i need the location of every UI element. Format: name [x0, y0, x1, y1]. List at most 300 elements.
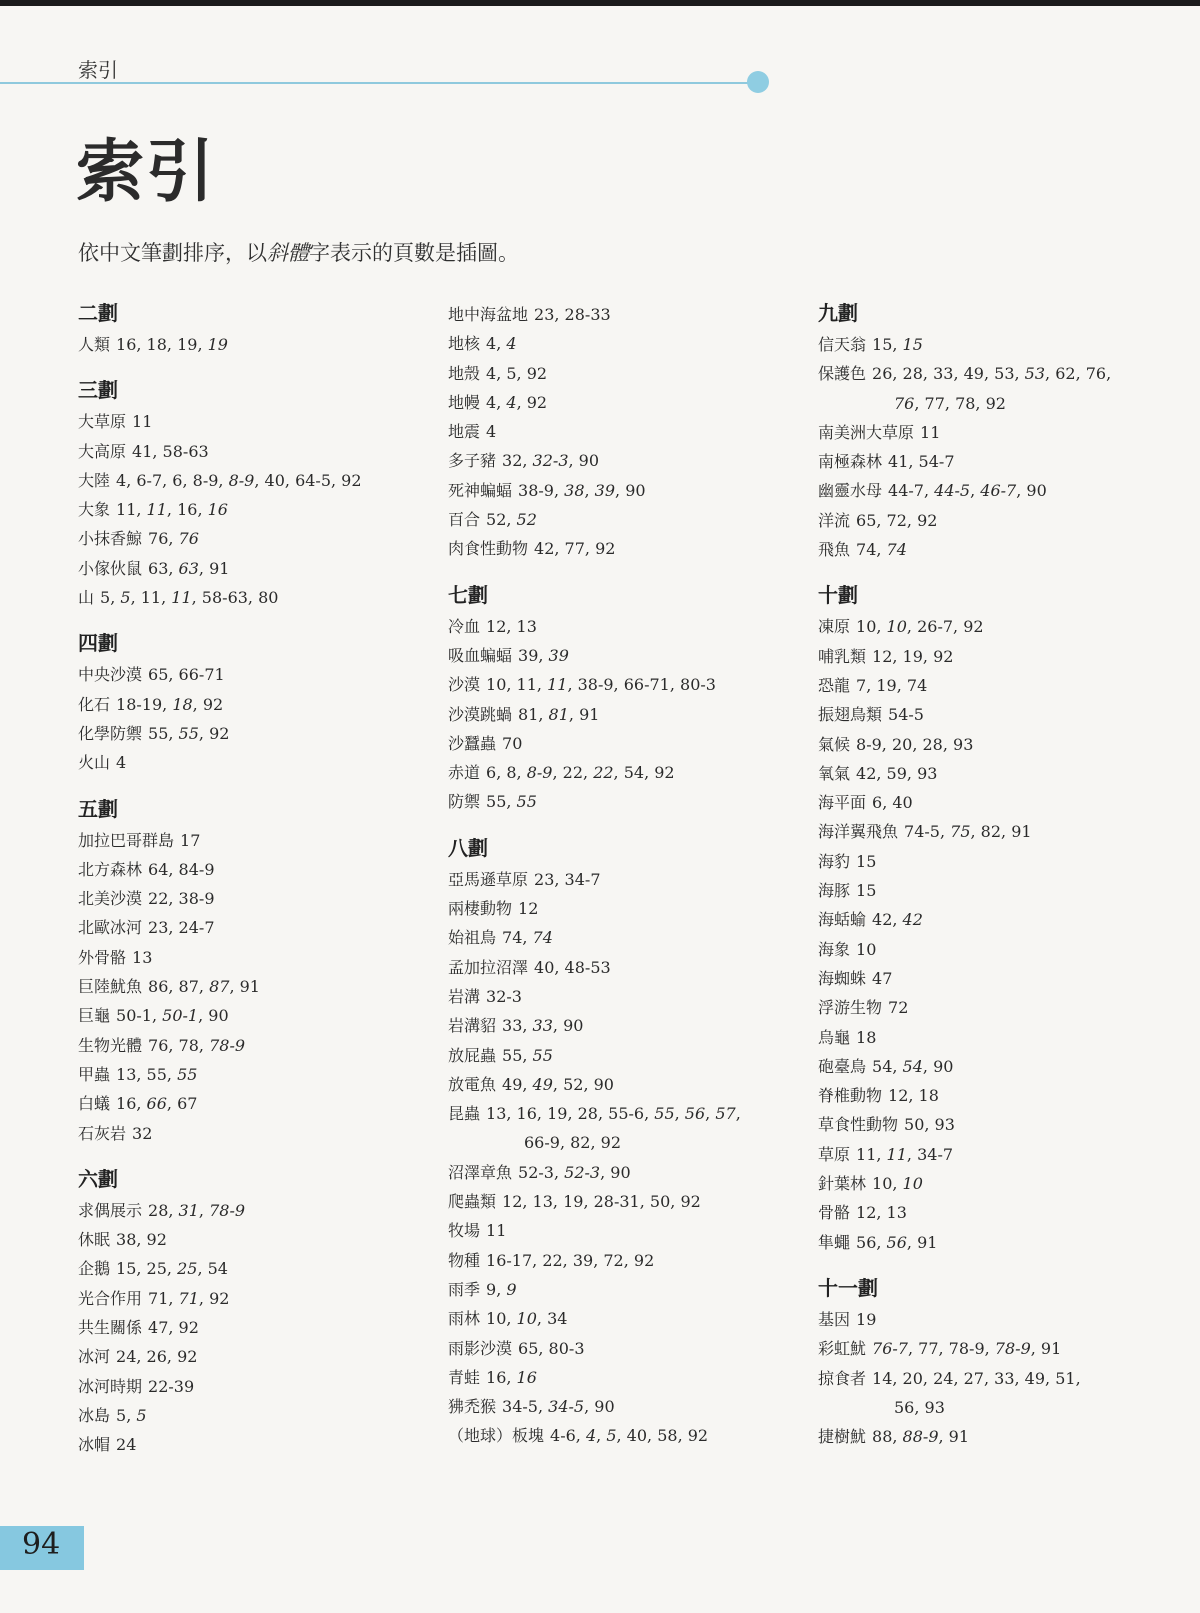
index-pages: 63, 63, 91: [148, 558, 230, 578]
index-term: 兩棲動物: [448, 899, 513, 919]
index-term: 光合作用: [78, 1288, 143, 1308]
index-section: [78, 377, 418, 612]
index-term: 冰河: [78, 1347, 111, 1367]
section-heading: 十一劃: [818, 1275, 878, 1300]
index-entry: [818, 964, 1188, 993]
index-term: 中央沙漠: [78, 665, 143, 685]
index-pages: 54, 54, 90: [872, 1056, 954, 1076]
index-term: 狒禿猴: [448, 1397, 497, 1417]
index-pages: 47, 92: [148, 1318, 199, 1338]
index-pages: 86, 87, 87, 91: [148, 977, 260, 997]
running-header: 索引: [78, 58, 118, 82]
index-pages: 54-5: [888, 705, 924, 725]
index-pages: 65, 66-71: [148, 665, 225, 685]
index-pages: 12, 19, 92: [872, 646, 954, 666]
index-pages: 16, 66, 67: [116, 1094, 198, 1114]
index-pages-continued: 56, 93: [894, 1397, 945, 1417]
index-pages: 12, 18: [888, 1086, 939, 1106]
index-pages: 11: [486, 1221, 507, 1241]
index-term: 凍原: [818, 617, 851, 637]
index-pages: 10: [856, 939, 877, 959]
index-term: 百合: [448, 510, 481, 530]
index-term: 氧氣: [818, 763, 851, 783]
index-pages: 9, 9: [486, 1279, 517, 1299]
index-term: 加拉巴哥群島: [78, 830, 175, 850]
index-pages: 19: [856, 1309, 877, 1329]
index-pages: 12, 13: [856, 1203, 907, 1223]
page-number: 94: [22, 1527, 61, 1562]
index-term: 烏龜: [818, 1027, 851, 1047]
index-entry: [78, 437, 418, 466]
index-pages: 55, 55, 92: [148, 723, 230, 743]
index-term: 沙漠: [448, 675, 481, 695]
index-entry: [818, 700, 1188, 729]
section-heading: 九劃: [818, 301, 858, 325]
index-pages: 17: [180, 830, 201, 850]
index-entry: [448, 1363, 798, 1392]
index-pages: 5, 5: [116, 1405, 147, 1425]
index-pages: 42, 42: [872, 910, 923, 930]
index-term: 哺乳類: [818, 646, 867, 666]
index-entry: [448, 1304, 798, 1333]
index-entry: [78, 524, 418, 553]
index-term: 雨影沙漠: [448, 1338, 513, 1358]
index-entry: [818, 642, 1188, 671]
index-pages: 23, 28-33: [534, 305, 611, 324]
index-pages: 22-39: [148, 1376, 195, 1396]
index-entry: [818, 788, 1188, 817]
index-pages: 74-5, 75, 82, 91: [904, 822, 1032, 842]
index-entry: [818, 612, 1188, 641]
index-entry: [78, 972, 418, 1001]
index-entry: [78, 1119, 418, 1148]
index-term: 火山: [78, 753, 111, 773]
index-entry: [78, 1196, 418, 1225]
index-term: 石灰岩: [78, 1123, 127, 1143]
index-entry: [818, 359, 1188, 418]
index-term: 雨林: [448, 1309, 481, 1329]
index-term: 求偶展示: [78, 1200, 143, 1220]
header-dot: [747, 71, 769, 93]
index-pages: 11: [132, 412, 153, 432]
index-entry: [818, 1334, 1188, 1363]
index-entry: [78, 1430, 418, 1459]
index-pages: 26, 28, 33, 49, 53, 53, 62, 76,: [872, 364, 1112, 384]
index-term: 小抹香鯨: [78, 529, 143, 549]
section-heading: 十劃: [818, 583, 858, 608]
index-pages: 71, 71, 92: [148, 1288, 230, 1308]
index-entry: [448, 359, 798, 388]
index-entry: [448, 1246, 798, 1275]
index-entry: [448, 670, 798, 699]
index-term: 海平面: [818, 793, 867, 813]
index-entry: [78, 1060, 418, 1089]
index-term: 南極森林: [818, 452, 883, 472]
index-pages: 76, 76: [148, 529, 199, 549]
index-term: 針葉林: [818, 1174, 867, 1194]
index-entry: [818, 671, 1188, 700]
index-entry: [818, 476, 1188, 505]
index-pages: 15, 25, 25, 54: [116, 1259, 228, 1279]
index-entry: [448, 1041, 798, 1070]
index-pages: 42, 77, 92: [534, 539, 616, 559]
index-pages: 6, 8, 8-9, 22, 22, 54, 92: [486, 763, 675, 783]
index-term: 共生關係: [78, 1318, 143, 1338]
index-entry: [448, 758, 798, 787]
index-pages: 55, 55: [486, 792, 537, 812]
index-pages: 11: [920, 422, 941, 442]
index-entry: [448, 476, 798, 505]
index-entry: [448, 388, 798, 417]
index-term: 吸血蝙蝠: [448, 645, 513, 665]
index-pages: 7, 19, 74: [856, 675, 928, 695]
index-entry: [448, 1216, 798, 1245]
index-pages: 11, 11, 34-7: [856, 1144, 954, 1164]
index-pages: 39, 39: [518, 645, 569, 665]
index-entry: [78, 1225, 418, 1254]
index-term: 企鵝: [78, 1259, 111, 1279]
intro-prefix: 依中文筆劃排序，以: [78, 241, 267, 265]
index-entry: [818, 847, 1188, 876]
index-term: 飛魚: [818, 540, 851, 560]
index-term: 海豚: [818, 881, 851, 901]
index-term: 地中海盆地: [448, 305, 529, 324]
index-entry: [448, 1070, 798, 1099]
index-pages: 49, 49, 52, 90: [502, 1074, 614, 1094]
index-entry: [448, 700, 798, 729]
index-term: 南美洲大草原: [818, 422, 915, 442]
index-entry: [818, 876, 1188, 905]
index-term: 岩溝: [448, 986, 481, 1006]
index-pages: 16-17, 22, 39, 72, 92: [486, 1250, 655, 1270]
index-pages: 4, 6-7, 6, 8-9, 8-9, 40, 64-5, 92: [116, 470, 362, 490]
index-term: 甲蟲: [78, 1064, 111, 1084]
index-term: 冰島: [78, 1405, 111, 1425]
index-section: [818, 300, 1188, 564]
index-entry: [78, 554, 418, 583]
index-term: 信天翁: [818, 335, 867, 354]
index-entry: [818, 730, 1188, 759]
index-pages: 76, 78, 78-9: [148, 1035, 246, 1055]
index-pages: 15: [856, 851, 877, 871]
index-entry: [818, 817, 1188, 846]
index-entry: [78, 826, 418, 855]
index-term: 放電魚: [448, 1074, 497, 1094]
index-entry: [818, 1140, 1188, 1169]
index-pages: 5, 5, 11, 11, 58-63, 80: [100, 588, 279, 608]
index-pages: 13, 55, 55: [116, 1064, 198, 1084]
index-pages: 24: [116, 1435, 137, 1455]
index-term: 大高原: [78, 441, 127, 461]
index-term: 冰河時期: [78, 1376, 143, 1396]
index-term: 物種: [448, 1250, 481, 1270]
index-entry: [818, 1422, 1188, 1451]
index-pages: 23, 34-7: [534, 869, 601, 889]
index-pages: 44-7, 44-5, 46-7, 90: [888, 481, 1047, 501]
index-pages: 14, 20, 24, 27, 33, 49, 51,: [872, 1368, 1081, 1388]
index-term: 海洋翼飛魚: [818, 822, 899, 842]
index-term: 孟加拉沼澤: [448, 957, 529, 977]
index-term: 沙漠跳蝸: [448, 704, 513, 724]
index-term: （地球）板塊: [448, 1426, 545, 1446]
index-section: [818, 582, 1188, 1257]
index-entry: [448, 505, 798, 534]
index-term: 放屁蟲: [448, 1045, 497, 1065]
index-entry: [78, 748, 418, 777]
index-term: 防禦: [448, 792, 481, 812]
index-entry: [78, 719, 418, 748]
index-pages: 6, 40: [872, 793, 913, 813]
section-heading: 八劃: [448, 835, 488, 860]
index-term: 休眠: [78, 1230, 111, 1250]
index-term: 雨季: [448, 1279, 481, 1299]
index-term: 海象: [818, 939, 851, 959]
index-pages: 52-3, 52-3, 90: [518, 1162, 631, 1182]
index-pages: 38-9, 38, 39, 90: [518, 480, 646, 500]
index-term: 沼澤章魚: [448, 1162, 513, 1182]
index-term: 捷樹魷: [818, 1427, 867, 1447]
index-term: 化學防禦: [78, 723, 143, 743]
index-term: 始祖鳥: [448, 928, 497, 948]
index-term: 掠食者: [818, 1368, 867, 1388]
index-term: 振翅鳥類: [818, 705, 883, 725]
index-term: 地核: [448, 334, 481, 354]
index-pages: 72: [888, 998, 909, 1018]
index-pages: 33, 33, 90: [502, 1016, 584, 1036]
index-entry: [448, 1099, 798, 1158]
index-pages: 65, 80-3: [518, 1338, 585, 1358]
index-term: 海蛞蝓: [818, 910, 867, 930]
index-entry: [818, 1110, 1188, 1139]
index-entry: [448, 953, 798, 982]
index-term: 大象: [78, 500, 111, 520]
index-entry: [818, 1228, 1188, 1257]
index-entry: [78, 690, 418, 719]
index-pages: 76-7, 77, 78-9, 78-9, 91: [872, 1339, 1062, 1359]
index-entry: [818, 1305, 1188, 1334]
index-entry: [78, 407, 418, 436]
index-pages: 34-5, 34-5, 90: [502, 1397, 615, 1417]
index-entry: [78, 1031, 418, 1060]
index-term: 白蟻: [78, 1094, 111, 1114]
index-pages: 16, 18, 19, 19: [116, 335, 228, 354]
index-entry: [448, 729, 798, 758]
index-entry: [78, 913, 418, 942]
index-term: 洋流: [818, 510, 851, 530]
index-entry: [818, 447, 1188, 476]
index-entry: [818, 905, 1188, 934]
index-entry: [818, 506, 1188, 535]
index-entry: [448, 894, 798, 923]
index-term: 爬蟲類: [448, 1192, 497, 1212]
index-entry: [78, 1284, 418, 1313]
index-term: 山: [78, 588, 95, 608]
index-pages: 47: [872, 968, 893, 988]
index-entry: [448, 982, 798, 1011]
index-term: 地震: [448, 422, 481, 442]
index-pages: 41, 58-63: [132, 441, 209, 461]
index-pages: 50, 93: [904, 1115, 955, 1135]
index-term: 北歐冰河: [78, 918, 143, 938]
index-entry: [78, 660, 418, 689]
index-term: 肉食性動物: [448, 539, 529, 559]
index-section: [78, 300, 418, 359]
index-term: 基因: [818, 1309, 851, 1329]
index-pages: 10, 10: [872, 1174, 923, 1194]
index-term: 海蜘蛛: [818, 968, 867, 988]
index-term: 大草原: [78, 412, 127, 432]
index-entry: [448, 1392, 798, 1421]
index-term: 地殼: [448, 363, 481, 383]
index-term: 外骨骼: [78, 947, 127, 967]
index-pages: 52, 52: [486, 510, 537, 530]
index-term: 生物光體: [78, 1035, 143, 1055]
section-heading: 七劃: [448, 582, 488, 607]
index-term: 地幔: [448, 392, 481, 412]
index-term: 幽靈水母: [818, 481, 883, 501]
index-pages: 13: [132, 947, 153, 967]
index-section: [448, 582, 798, 817]
index-term: 冷血: [448, 616, 481, 636]
index-term: 脊椎動物: [818, 1086, 883, 1106]
intro-note: [78, 237, 519, 267]
index-term: 冰帽: [78, 1435, 111, 1455]
index-pages-continued: 66-9, 82, 92: [524, 1133, 622, 1153]
index-term: 彩虹魷: [818, 1339, 867, 1359]
index-pages: 4, 4: [486, 334, 517, 354]
index-entry: [78, 884, 418, 913]
index-term: 赤道: [448, 763, 481, 783]
index-entry: [448, 534, 798, 563]
index-pages: 4-6, 4, 5, 40, 58, 92: [550, 1426, 709, 1446]
index-entry: [818, 1198, 1188, 1227]
index-entry: [818, 535, 1188, 564]
index-pages: 4, 4, 92: [486, 392, 548, 412]
index-entry: [78, 1254, 418, 1283]
index-entry: [448, 1334, 798, 1363]
index-entry: [448, 1011, 798, 1040]
index-term: 小傢伙鼠: [78, 558, 143, 578]
index-pages: 16, 16: [486, 1367, 537, 1387]
index-term: 保護色: [818, 364, 867, 384]
index-term: 草食性動物: [818, 1115, 899, 1135]
index-pages: 10, 11, 11, 38-9, 66-71, 80-3: [486, 675, 716, 695]
index-section: [448, 835, 798, 1451]
index-term: 牧場: [448, 1221, 481, 1241]
index-pages-continued: 76, 77, 78, 92: [894, 393, 1006, 413]
index-entry: [78, 943, 418, 972]
index-term: 人類: [78, 335, 111, 354]
index-pages: 18-19, 18, 92: [116, 694, 224, 714]
index-section: [78, 630, 418, 777]
index-entry: [448, 641, 798, 670]
index-section: [818, 1275, 1188, 1451]
index-term: 隼蠅: [818, 1232, 851, 1252]
index-pages: 10, 10, 34: [486, 1309, 568, 1329]
index-term: 沙蠶蟲: [448, 733, 497, 753]
index-entry: [818, 1169, 1188, 1198]
section-heading: 三劃: [78, 378, 118, 403]
index-pages: 42, 59, 93: [856, 763, 938, 783]
section-heading: 四劃: [78, 631, 118, 656]
index-entry: [448, 787, 798, 816]
index-pages: 70: [502, 733, 523, 753]
index-term: 恐龍: [818, 675, 851, 695]
index-pages: 32: [132, 1123, 153, 1143]
index-pages: 41, 54-7: [888, 452, 955, 472]
page-title: 索引: [76, 133, 217, 212]
index-entry: [448, 1187, 798, 1216]
index-entry: [818, 759, 1188, 788]
top-edge-band: [0, 0, 1200, 6]
index-pages: 88, 88-9, 91: [872, 1427, 970, 1447]
index-entry: [448, 300, 798, 329]
section-heading: 二劃: [78, 301, 118, 325]
index-term: 化石: [78, 694, 111, 714]
index-pages: 4, 5, 92: [486, 363, 548, 383]
index-section: [78, 796, 418, 1148]
index-entry: [818, 993, 1188, 1022]
index-pages: 56, 56, 91: [856, 1232, 938, 1252]
index-term: 北方森林: [78, 859, 143, 879]
index-term: 亞馬遜草原: [448, 869, 529, 889]
index-section: [448, 300, 798, 564]
index-pages: 23, 24-7: [148, 918, 215, 938]
index-entry: [78, 1089, 418, 1118]
index-entry: [78, 855, 418, 884]
index-pages: 40, 48-53: [534, 957, 611, 977]
index-term: 砲臺鳥: [818, 1056, 867, 1076]
index-pages: 81, 81, 91: [518, 704, 600, 724]
index-pages: 55, 55: [502, 1045, 553, 1065]
index-pages: 74, 74: [856, 540, 907, 560]
index-entry: [818, 1081, 1188, 1110]
index-entry: [448, 865, 798, 894]
index-pages: 12, 13: [486, 616, 537, 636]
index-entry: [818, 330, 1188, 359]
index-entry: [448, 329, 798, 358]
index-pages: 64, 84-9: [148, 859, 215, 879]
index-entry: [448, 1158, 798, 1187]
index-column-1: [78, 300, 418, 1478]
index-pages: 74, 74: [502, 928, 553, 948]
index-term: 死神蝙蝠: [448, 480, 513, 500]
index-entry: [448, 1275, 798, 1304]
index-entry: [78, 1401, 418, 1430]
index-entry: [78, 1001, 418, 1030]
index-term: 巨陸魷魚: [78, 977, 143, 997]
index-entry: [818, 418, 1188, 447]
index-term: 氣候: [818, 734, 851, 754]
index-term: 北美沙漠: [78, 889, 143, 909]
index-term: 巨龜: [78, 1006, 111, 1026]
index-term: 草原: [818, 1144, 851, 1164]
index-entry: [818, 1052, 1188, 1081]
index-pages: 12: [518, 899, 539, 919]
index-pages: 4: [486, 422, 497, 442]
index-pages: 28, 31, 78-9: [148, 1200, 246, 1220]
index-pages: 38, 92: [116, 1230, 167, 1250]
index-entry: [448, 923, 798, 952]
header-rule: [0, 82, 756, 84]
index-pages: 22, 38-9: [148, 889, 215, 909]
index-column-3: [818, 300, 1188, 1469]
index-term: 海豹: [818, 851, 851, 871]
index-entry: [448, 446, 798, 475]
index-pages: 12, 13, 19, 28-31, 50, 92: [502, 1192, 701, 1212]
index-term: 大陸: [78, 470, 111, 490]
intro-italic: 斜體: [267, 241, 309, 265]
